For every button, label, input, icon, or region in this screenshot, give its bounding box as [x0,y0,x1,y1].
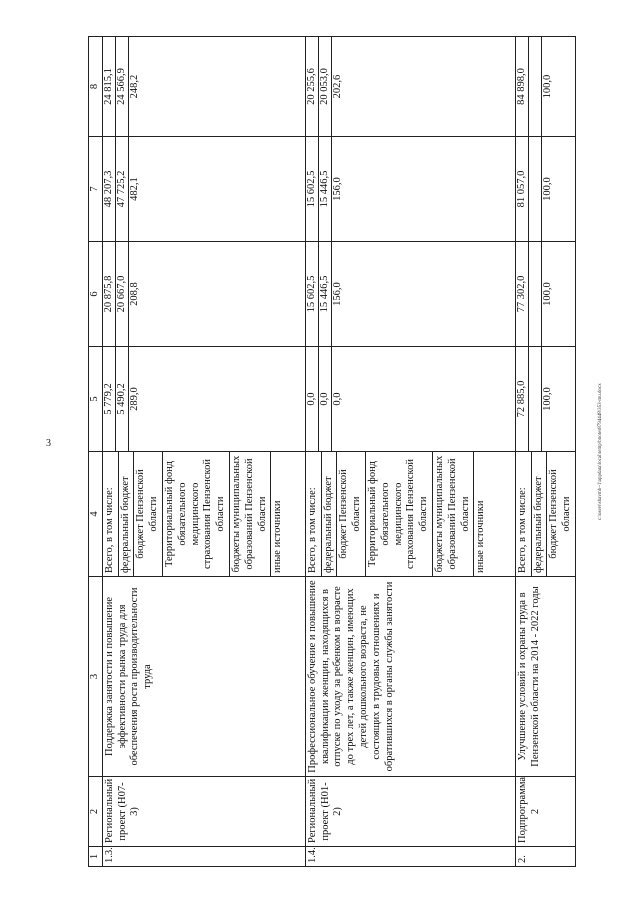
footer-file-path: c:\users\shavmb~1\appdata\local\temp\bnotes8794448\353-mu.docx [598,383,603,520]
project-type: Региональный проект (Н01-2) [305,777,515,847]
value: 20 053,0 [319,37,332,136]
row-number: 1.3. [102,847,305,867]
value-cell [305,37,515,137]
value: 77 302,0 [516,242,529,346]
funding-sources [515,452,575,577]
value: 15 602,5 [306,137,319,241]
value: 24 815,1 [103,37,116,136]
budget-table [88,36,576,867]
value: 0,0 [306,347,319,451]
source-item: бюджет Пензенской области [337,452,366,576]
project-name: Профессиональное обучение и повышение квалификации женщин, находящихся в отпуске по уходу за ребенком в возрасте до трех лет, а также женщин, имеющих детей дошкольного возраста, не состоящих в трудовых отношениях и обратившихся в органы службы занятости [305,577,515,777]
project-name: Поддержка занятости и повышение эффективности рынка труда для обеспечения роста производительности труда [102,577,305,777]
header-cell: 6 [89,242,103,347]
source-item: Всего, в том числе: [306,452,322,576]
funding-sources [102,452,305,577]
source-item: федеральный бюджет [119,452,135,576]
value-cell [102,347,305,452]
header-cell: 4 [89,452,103,577]
value-cell [515,242,575,347]
value: 100,0 [541,74,553,99]
value: 0,0 [331,392,343,406]
row-number: 2. [515,847,575,867]
value: 100,0 [541,177,553,201]
value: 0,0 [319,347,332,451]
rotated-table-container [88,37,610,867]
source-item: бюджеты муниципальных образований Пензенской области [433,452,474,576]
project-type: Подпрограмма 2 [515,777,575,847]
value-cell [102,37,305,137]
value: 20 875,8 [103,242,116,346]
value: 15 602,5 [306,242,319,346]
value: 81 057,0 [516,137,529,241]
source-item: иные источники [272,500,284,573]
value: 15 446,5 [319,242,332,346]
project-type: Региональный проект (Н07-3) [102,777,305,847]
value: 15 446,5 [319,137,332,241]
value: 20 255,6 [306,37,319,136]
row-number: 1.4. [305,847,515,867]
value: 72 885,0 [516,347,529,451]
table-row [102,37,305,867]
value: 24 566,9 [116,37,129,136]
value [529,37,542,136]
source-item: бюджет Пензенской области [134,452,163,576]
header-cell: 2 [89,777,103,847]
value: 84 898,0 [516,37,529,136]
value: 156,0 [331,177,343,201]
value: 202,6 [331,74,343,99]
source-item: Территориальный фонд обязательного медицинского страхования Пензенской области [163,452,230,576]
value [529,242,542,346]
header-cell: 1 [89,847,103,867]
value-cell [102,137,305,242]
source-item: бюджеты муниципальных образований Пензенской области [230,452,271,576]
source-item: федеральный бюджет [532,452,548,576]
value-cell [515,347,575,452]
table-row [515,37,575,867]
value: 48 207,3 [103,137,116,241]
value-cell [305,137,515,242]
value: 289,0 [128,387,140,411]
value-cell [515,37,575,137]
value-cell [515,137,575,242]
source-item: Всего, в том числе: [516,452,532,576]
table-row [305,37,515,867]
value-cell [102,242,305,347]
value: 482,1 [128,177,140,201]
source-item: бюджет Пензенской области [548,469,573,559]
source-item: Всего, в том числе: [103,452,119,576]
header-cell: 7 [89,137,103,242]
value: 208,8 [128,282,140,306]
value: 20 667,0 [116,242,129,346]
value [529,347,542,451]
value: 47 725,2 [116,137,129,241]
page-number: 3 [46,438,51,449]
value: 5 490,2 [116,347,129,451]
value-cell [305,347,515,452]
value: 156,0 [331,282,343,306]
funding-sources [305,452,515,577]
value: 5 779,2 [103,347,116,451]
project-name: Улучшение условий и охраны труда в Пензенской области на 2014 - 2022 годы [515,577,575,777]
header-cell: 3 [89,577,103,777]
header-cell: 8 [89,37,103,137]
source-item: Территориальный фонд обязательного медицинского страхования Пензенской области [366,452,433,576]
value: 100,0 [541,387,553,411]
source-item: иные источники [475,500,487,573]
value [529,137,542,241]
header-cell: 5 [89,347,103,452]
source-item: федеральный бюджет [322,452,338,576]
header-row [89,37,103,867]
value: 100,0 [541,282,553,306]
value-cell [305,242,515,347]
value: 248,2 [128,74,140,99]
